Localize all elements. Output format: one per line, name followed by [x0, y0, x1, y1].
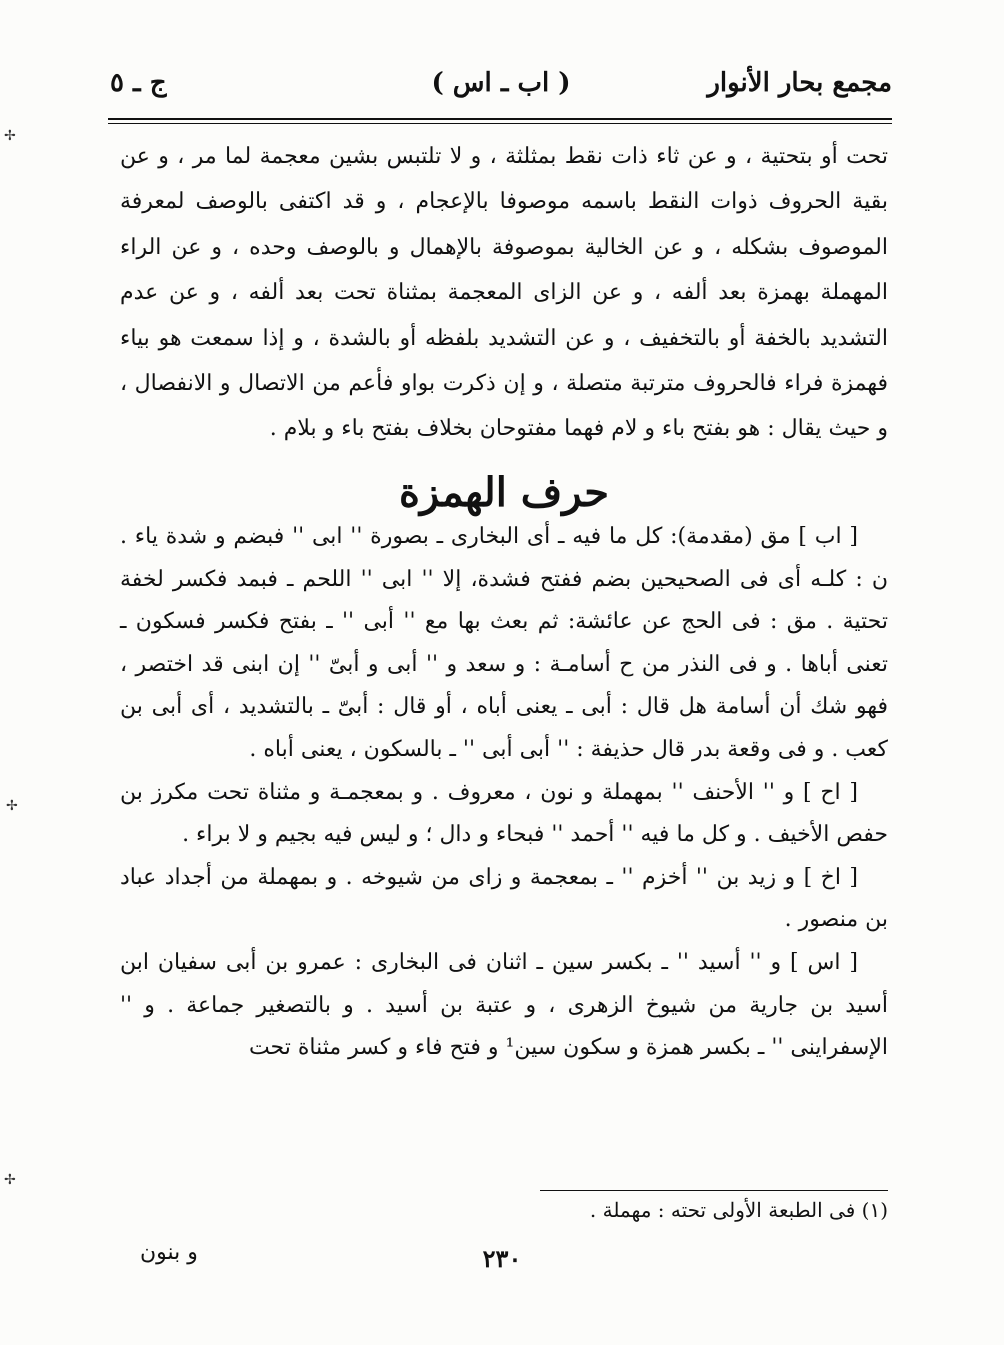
volume-number: ج ـ ٥ [110, 68, 167, 98]
entry-akh: [ اخ ] و زيد بن '' أخزم '' ـ بمعجمة و زاى من شيوخه . و بمهملة من أجداد عباد بن منصور . [120, 864, 888, 933]
header-rule-thin [108, 123, 892, 124]
footnote: (١) فى الطبعة الأولى تحته : مهملة . [589, 1198, 888, 1222]
entry-ab: [ اب ] مق (مقدمة): كل ما فيه ـ أى البخارى ـ بصورة '' ابى '' فبضم و شدة ياء . ن : كلـه أى فى الصحيحين بضم ففتح فشدة، إلا '' ابى '' اللحم ـ فبمد فكسر لخفة تحتية . مق : فى الحج عن عائشة: ثم بعث بها مع '' أبى '' ـ بفتح فكسر فسكون ـ تعنى أباها . و فى النذر من ح أسامـة : و سعد و '' أبى و أبىّ '' إن ابنى قد اختصر ، فهو شك أن أسامة هل قال : أبى ـ يعنى أباه ، أو قال : أبىّ ـ بالتشديد ، أى أبى بن كعب . و فى وقعة بدر قال حذيفة : '' أبى أبى '' ـ بالسكون ، يعنى أباه . [120, 524, 888, 762]
margin-mark-icon: ✢ [4, 1172, 16, 1188]
entries-block [120, 516, 888, 1070]
margin-mark-icon: ✢ [4, 128, 16, 144]
section-range: ( اب ـ اس ) [431, 68, 571, 98]
entry-ah: [ اح ] و '' الأحنف '' بمهملة و نون ، معروف . و بمعجمـة و مثناة تحت مكرز بن حفص الأخيف . و كل ما فيه '' أحمد '' فبحاء و دال ؛ و ليس فيه بجيم و لا براء . [120, 779, 888, 848]
catchword: و بنون [140, 1240, 198, 1265]
footnote-rule [540, 1190, 888, 1191]
page-number: ٢٣٠ [482, 1244, 522, 1273]
book-title: مجمع بحار الأنوار [707, 68, 892, 98]
intro-block [120, 134, 888, 528]
margin-mark-icon: ✢ [6, 798, 18, 814]
section-title: حرف الهمزة [398, 468, 610, 516]
entry-as: [ اس ] و '' أسيد '' ـ بكسر سين ـ اثنان فى البخارى : عمرو بن أبى سفيان ابن أسيد بن جارية من شيوخ الزهرى ، و عتبة بن أسيد . و بالتصغير جماعة . و '' الإسفراينى '' ـ بكسر همزة و سكون سين¹ و فتح فاء و كسر مثناة تحت [120, 949, 888, 1061]
intro-paragraph: تحت أو بتحتية ، و عن ثاء ذات نقط بمثلثة ، و لا تلتبس بشين معجمة لما مر ، و عن بقية الحروف ذوات النقط باسمه موصوفا بالإعجام ، و قد اكتفى بالوصف لمعرفة الموصوف بشكله ، و عن الخالية بموصوفة بالإهمال و بالوصف وحده ، و عن الراء المهملة بهمزة بعد ألفه ، و عن الزاى المعجمة بمثناة تحت بعد ألفه ، و عن عدم التشديد بالخفة أو بالتخفيف ، و عن التشديد بلفظه أو بالشدة ، و إذا سمعت هو بياء فهمزة فراء فالحروف مترتبة متصلة ، و إن ذكرت بواو فأعم من الاتصال و الانفصال ، و حيث يقال : هو بفتح باء و لام فهما مفتوحان بخلاف بفتح باء و بلام . [120, 144, 888, 442]
running-header [110, 68, 892, 108]
header-rule-thick [108, 118, 892, 120]
